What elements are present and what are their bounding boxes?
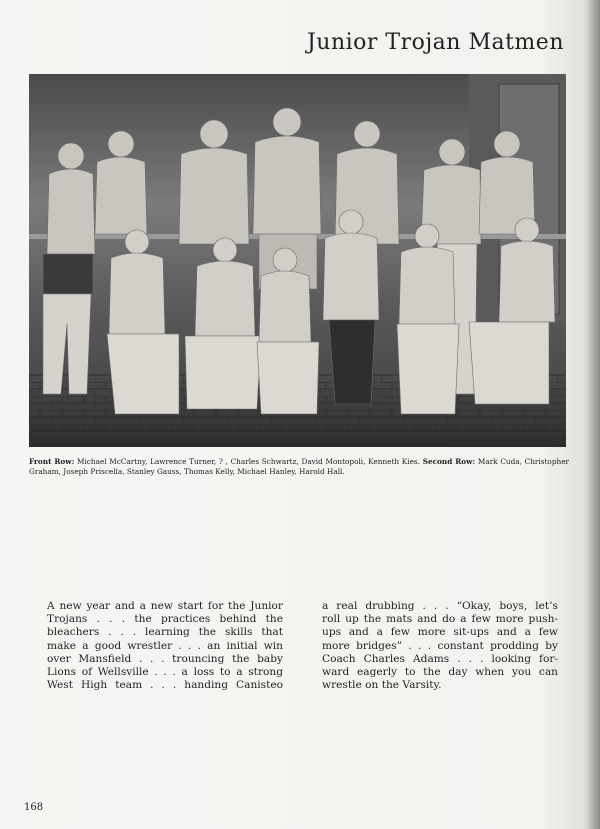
body-line: Lions of Wellsville . . . a loss to a strong: [47, 666, 283, 679]
team-photo: [29, 74, 566, 447]
front-row-names: Michael McCartny, Lawrence Turner, ? , Charles Schwartz, David Montopoli, Kenneth Kies.: [77, 457, 420, 466]
body-line: more bridges” . . . constant prodding by: [322, 639, 558, 652]
page-number: 168: [24, 802, 44, 813]
body-line: bleachers . . . learning the skills that: [47, 626, 283, 639]
body-text-left: [47, 600, 283, 692]
body-line: wrestle on the Varsity.: [322, 679, 442, 692]
body-line: make a good wrestler . . . an initial win: [47, 639, 283, 652]
body-text-right: [322, 600, 558, 692]
body-line: a real drubbing . . . “Okay, boys, let’s: [322, 600, 558, 612]
photo-caption: [29, 457, 569, 476]
body-line: over Mansfield . . . trouncing the baby: [47, 652, 283, 665]
body-line: ups and a few more sit-ups and a few: [322, 626, 558, 639]
body-line: ward eagerly to the day when you can: [322, 666, 558, 679]
page-title: Junior Trojan Matmen: [306, 30, 564, 55]
front-row-label: Front Row:: [29, 457, 75, 466]
second-row-names: Mark Cuda, Christopher Graham, Joseph Priscella, Stanley Gauss, Thomas Kelly, Michael Hanley, Harold Hall.: [29, 457, 569, 476]
second-row-label: Second Row:: [422, 457, 476, 466]
spine-shadow: [586, 0, 600, 829]
body-line: West High team . . . handing Canisteo: [47, 679, 283, 692]
body-line: Trojans . . . the practices behind the: [47, 613, 283, 626]
body-line: Coach Charles Adams . . . looking for-: [322, 652, 558, 665]
body-line: A new year and a new start for the Junior: [47, 600, 283, 612]
body-line: roll up the mats and do a few more push-: [322, 613, 558, 626]
